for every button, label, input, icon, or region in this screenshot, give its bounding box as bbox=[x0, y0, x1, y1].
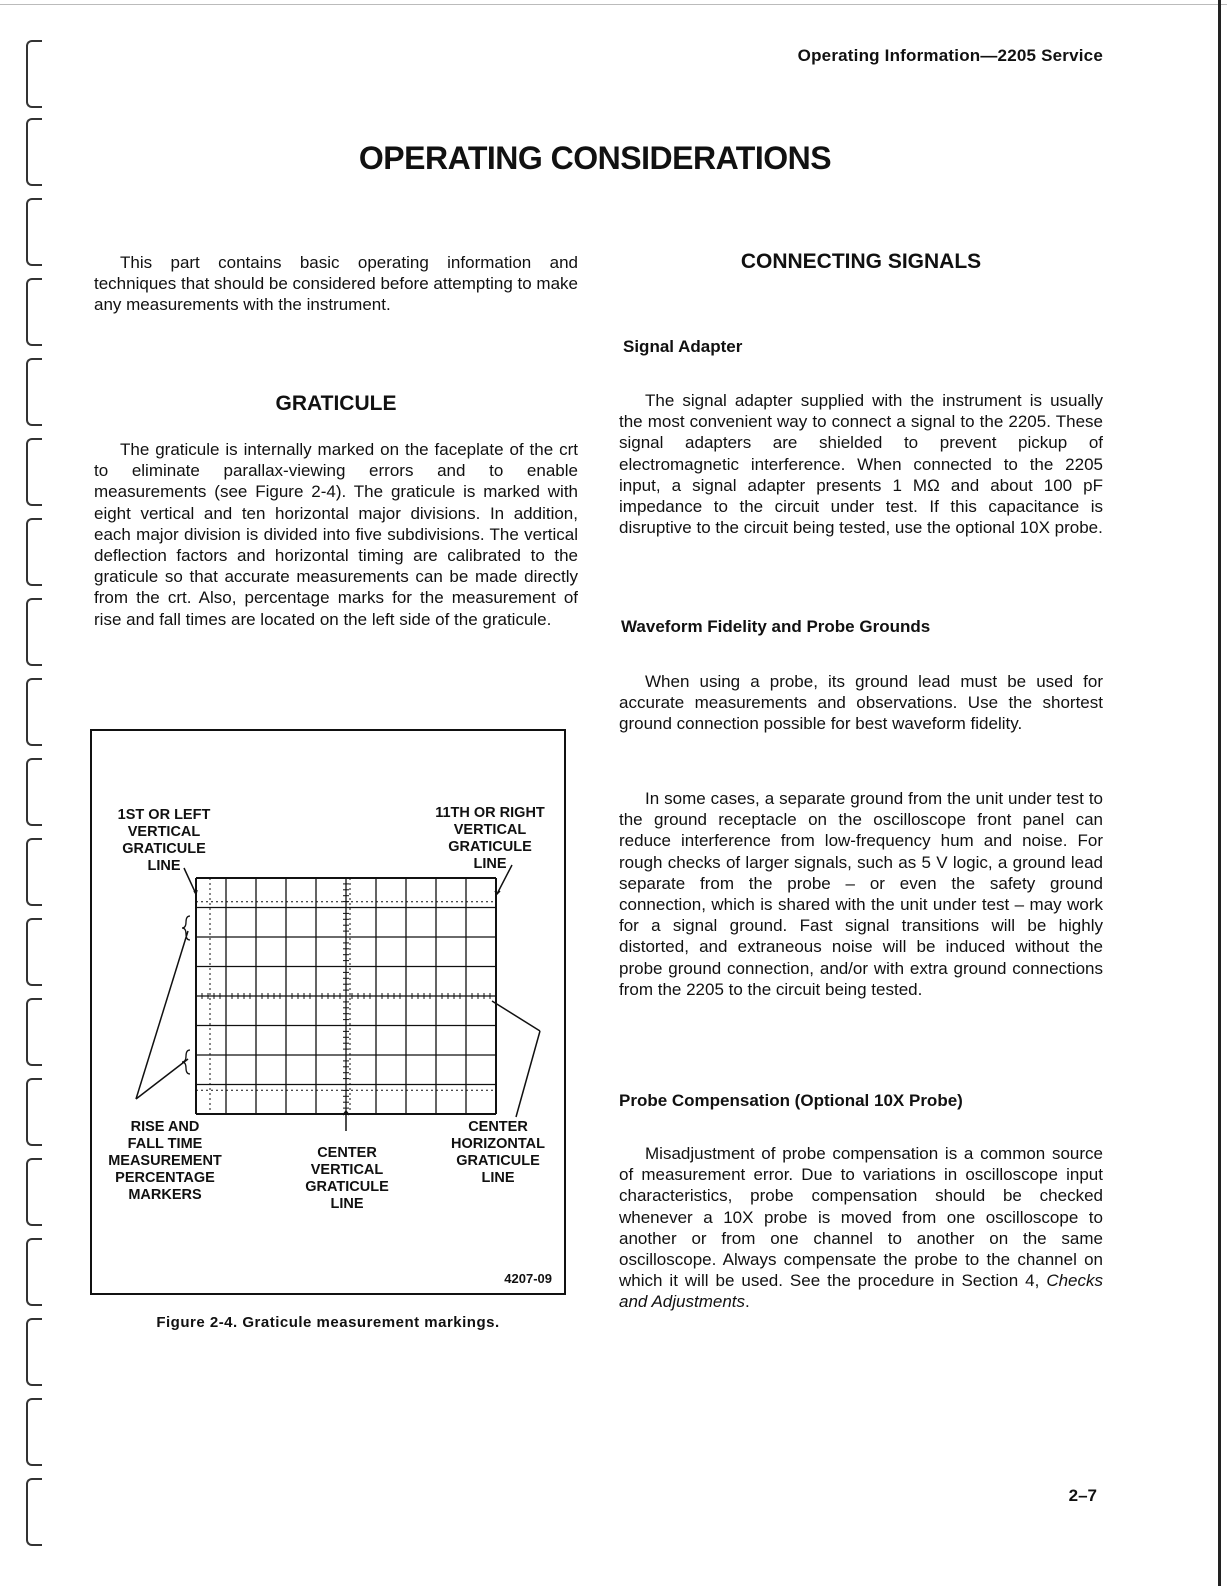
signal-adapter-paragraph: The signal adapter supplied with the instrument is usually the most convenient way to connect a signal to the 2205. These signal adapters are shielded to prevent pickup of electromagnetic interference. When connected to the 2205 input, a signal adapter presents 1 MΩ and about 100 pF impedance to the circuit under test. If this capacitance is disruptive to the circuit being tested, use the optional 10X probe. bbox=[619, 391, 1103, 538]
probe-compensation-heading: Probe Compensation (Optional 10X Probe) bbox=[619, 1091, 963, 1110]
binder-hole bbox=[26, 678, 42, 746]
leader-rise-fall-lower bbox=[136, 1059, 188, 1099]
binder-holes bbox=[18, 0, 48, 1586]
scan-top-edge bbox=[0, 4, 1227, 5]
figure-code: 4207-09 bbox=[504, 1271, 552, 1286]
binder-hole bbox=[26, 838, 42, 906]
binder-hole bbox=[26, 758, 42, 826]
signal-adapter-heading: Signal Adapter bbox=[623, 337, 743, 356]
binder-hole bbox=[26, 1478, 42, 1546]
graticule-heading: GRATICULE bbox=[275, 392, 397, 415]
binder-hole bbox=[26, 518, 42, 586]
binder-hole bbox=[26, 40, 42, 108]
graticule-figure bbox=[90, 729, 566, 1295]
page-title: OPERATING CONSIDERATIONS bbox=[358, 140, 832, 176]
probe-compensation-period: . bbox=[745, 1292, 750, 1312]
signal-adapter-block bbox=[619, 390, 1103, 538]
binder-hole bbox=[26, 1078, 42, 1146]
binder-hole bbox=[26, 918, 42, 986]
intro-paragraph-block bbox=[94, 252, 578, 316]
leader-center-horizontal-upper bbox=[492, 1001, 540, 1031]
binder-hole bbox=[26, 1238, 42, 1306]
scan-right-edge bbox=[1218, 0, 1221, 1586]
binder-hole bbox=[26, 1398, 42, 1466]
leader-rise-fall-upper bbox=[136, 931, 188, 1099]
connecting-signals-heading: CONNECTING SIGNALS bbox=[740, 250, 982, 273]
waveform-fidelity-heading: Waveform Fidelity and Probe Grounds bbox=[621, 617, 931, 636]
waveform-paragraph-2: In some cases, a separate ground from the unit under test to the ground receptacle on the oscilloscope front panel can reduce interference from low-frequency hum and noise. For rough checks of larger signals, such as 5 V logic, a ground lead separate from the probe – or even the safety ground connection, which is shared with the unit under test – may work for a signal ground. Fast signal transitions will be highly distorted, and extraneous noise will be induced without the probe ground connection, and/or with extra ground connections from the 2205 to the circuit being tested. bbox=[619, 789, 1103, 999]
binder-hole bbox=[26, 198, 42, 266]
binder-hole bbox=[26, 358, 42, 426]
checks-and-adjustments-reference: Checks and Adjustments bbox=[619, 1271, 1103, 1312]
probe-compensation-text: Misadjustment of probe compensation is a common source of measurement error. Due to variations in oscilloscope input characteristics, probe compensation should be checked whenever a 10X probe is moved from one oscilloscope to another or from one channel to another on the same oscilloscope. Always compensate the probe to the channel on which it will be used. See the procedure in Section 4, bbox=[619, 1144, 1103, 1291]
intro-paragraph: This part contains basic operating information and techniques that should be considered before attempting to make any measurements with the instrument. bbox=[94, 253, 578, 315]
figure-caption: Figure 2-4. Graticule measurement markings. bbox=[156, 1314, 500, 1331]
probe-compensation-block bbox=[619, 1143, 1103, 1313]
label-center-horizontal-line: CENTER HORIZONTAL GRATICULE LINE bbox=[451, 1119, 545, 1186]
label-right-vertical-line: 11TH OR RIGHT VERTICAL GRATICULE LINE bbox=[435, 805, 545, 872]
graticule-paragraph-block bbox=[94, 439, 578, 630]
binder-hole bbox=[26, 1158, 42, 1226]
page-number: 2–7 bbox=[1068, 1486, 1097, 1505]
running-head: Operating Information—2205 Service bbox=[797, 46, 1103, 65]
waveform-block-1 bbox=[619, 671, 1103, 735]
binder-hole bbox=[26, 1318, 42, 1386]
graticule-paragraph: The graticule is internally marked on the faceplate of the crt to eliminate parallax-viewing errors and to enable measurements (see Figure 2-4). The graticule is marked with eight vertical and ten horizontal major divisions. In addition, each major division is divided into five subdivisions. The vertical deflection factors and horizontal timing are calibrated to the graticule so that accurate measurements can be made directly from the crt. Also, percentage marks for the measurement of rise and fall times are located on the left side of the graticule. bbox=[94, 440, 578, 629]
binder-hole bbox=[26, 998, 42, 1066]
binder-hole bbox=[26, 278, 42, 346]
graticule-grid bbox=[196, 878, 496, 1114]
waveform-paragraph-1: When using a probe, its ground lead must be used for accurate measurements and observations. Use the shortest ground connection possible for best waveform fidelity. bbox=[619, 672, 1103, 734]
probe-compensation-paragraph bbox=[619, 1143, 1103, 1313]
waveform-block-2 bbox=[619, 788, 1103, 1000]
label-rise-fall-markers: RISE AND FALL TIME MEASUREMENT PERCENTAGE MARKERS bbox=[108, 1119, 222, 1203]
label-left-vertical-line: 1ST OR LEFT VERTICAL GRATICULE LINE bbox=[117, 807, 211, 874]
binder-hole bbox=[26, 438, 42, 506]
label-center-vertical-line: CENTER VERTICAL GRATICULE LINE bbox=[305, 1145, 389, 1212]
leader-center-horizontal-lower bbox=[516, 1031, 540, 1117]
binder-hole bbox=[26, 598, 42, 666]
